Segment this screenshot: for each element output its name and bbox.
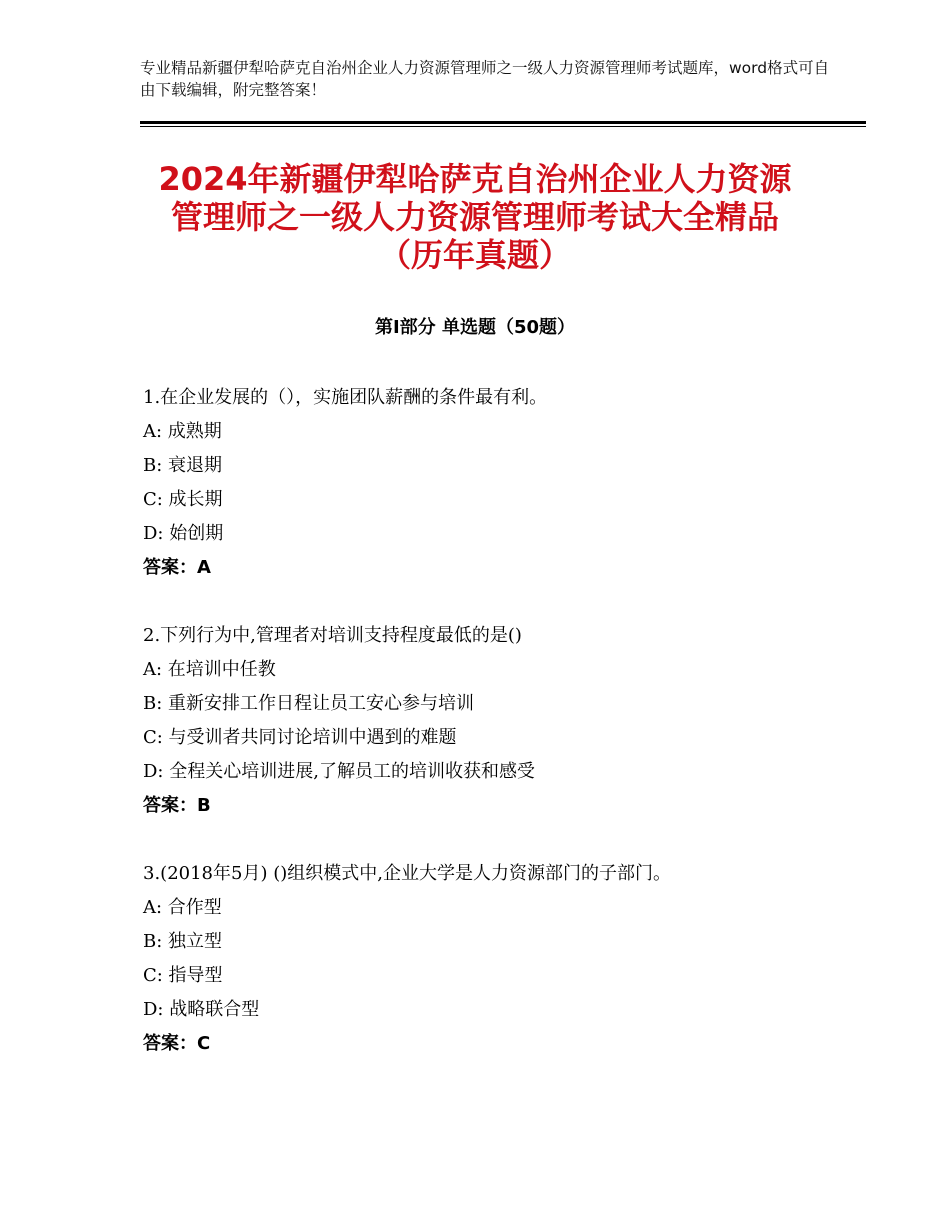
question-1 xyxy=(143,384,843,588)
title-line-2: 管理师之一级人力资源管理师考试大全精品 xyxy=(170,198,779,236)
option-a: A: 成熟期 xyxy=(143,421,222,442)
option-c: C: 成长期 xyxy=(143,489,223,510)
answer: 答案：C xyxy=(143,1033,211,1054)
question-stem: 3.(2018年5月) ()组织模式中,企业大学是人力资源部门的子部门。 xyxy=(143,863,671,884)
header-rule-thin xyxy=(140,126,866,127)
option-b: B: 独立型 xyxy=(143,931,223,952)
option-d: D: 战略联合型 xyxy=(143,999,260,1020)
title-line-1: 2024年新疆伊犁哈萨克自治州企业人力资源 xyxy=(158,160,792,198)
answer: 答案：B xyxy=(143,795,211,816)
answer: 答案：A xyxy=(143,557,211,578)
option-a: A: 合作型 xyxy=(143,897,222,918)
header-note: 专业精品新疆伊犁哈萨克自治州企业人力资源管理师之一级人力资源管理师考试题库，word格式可自由下载编辑，附完整答案！ xyxy=(140,59,830,99)
title-line-3: （历年真题） xyxy=(378,236,571,274)
option-d: D: 全程关心培训进展,了解员工的培训收获和感受 xyxy=(143,761,535,782)
option-a: A: 在培训中任教 xyxy=(143,659,276,680)
question-2 xyxy=(143,622,843,826)
question-stem: 2.下列行为中,管理者对培训支持程度最低的是() xyxy=(143,625,522,646)
section-title: 第Ⅰ部分 单选题（50题） xyxy=(374,317,575,338)
document-title xyxy=(120,160,830,274)
question-3 xyxy=(143,860,843,1064)
option-c: C: 指导型 xyxy=(143,965,223,986)
question-stem: 1.在企业发展的（），实施团队薪酬的条件最有利。 xyxy=(143,387,548,408)
option-b: B: 重新安排工作日程让员工安心参与培训 xyxy=(143,693,475,714)
option-b: B: 衰退期 xyxy=(143,455,223,476)
option-d: D: 始创期 xyxy=(143,523,224,544)
option-c: C: 与受训者共同讨论培训中遇到的难题 xyxy=(143,727,457,748)
header-rule-thick xyxy=(140,121,866,124)
